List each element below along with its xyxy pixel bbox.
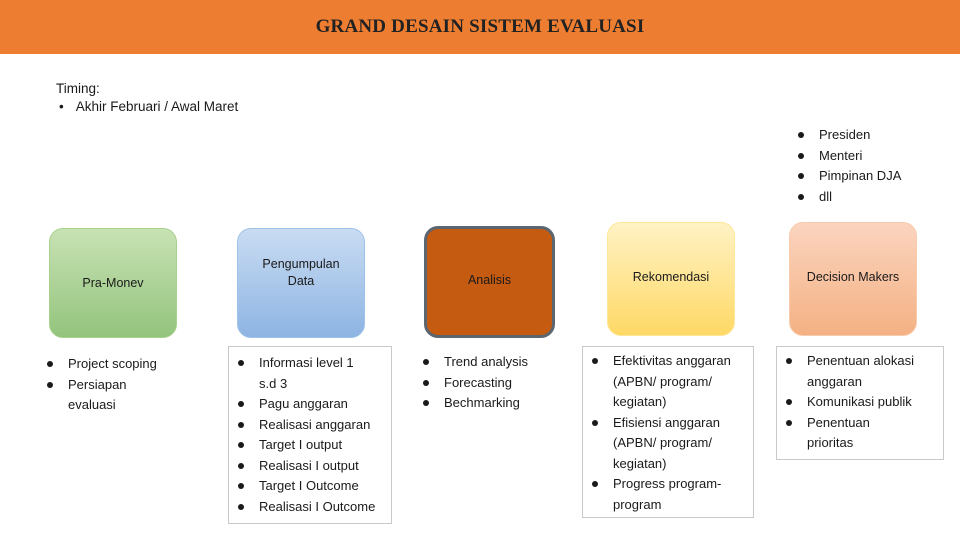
timing-label: Timing: [56,81,100,96]
timing-block [56,80,238,116]
audience-list [795,125,901,207]
stage-pra-monev [49,228,177,338]
detail-item: Penentuan prioritas [783,413,893,454]
detail-item: Informasi level 1 s.d 3 [235,353,365,394]
page-title: GRAND DESAIN SISTEM EVALUASI [315,16,645,37]
timing-value: Akhir Februari / Awal Maret [75,99,239,114]
detail-item: Forecasting [420,373,570,394]
detail-list [783,351,941,454]
stage-details-pra-monev [30,348,190,428]
stage-details-pengumpulan-data [228,346,392,524]
stage-pengumpulan-data [237,228,365,338]
stage-title: Decision Makers [806,269,900,284]
title-banner [0,0,960,54]
stage-title: Pengumpulan Data [262,257,340,288]
detail-item: Project scoping [44,354,176,375]
detail-list [420,352,570,414]
detail-list [235,353,389,517]
detail-item: Persiapan evaluasi [44,375,176,416]
stage-analisis [424,226,555,338]
detail-item: Pagu anggaran [235,394,389,415]
timing-item [56,98,238,116]
stage-details-rekomendasi [582,346,754,518]
audience-item: Menteri [795,146,901,167]
bullet-icon: • [59,99,64,114]
stage-title: Pra-Monev [82,275,144,290]
detail-item: Realisasi I Outcome [235,497,389,518]
detail-item: Komunikasi publik [783,392,941,413]
detail-item: Progress program-program [589,474,729,515]
audience-item: Pimpinan DJA [795,166,901,187]
stage-decision-makers [789,222,917,336]
detail-item: Target I output [235,435,389,456]
detail-item: Target I Outcome [235,476,389,497]
detail-list [589,351,751,515]
detail-item: Realisasi anggaran [235,415,389,436]
stage-details-analisis [414,346,574,422]
detail-item: Bechmarking [420,393,570,414]
detail-item: Realisasi I output [235,456,389,477]
stage-rekomendasi [607,222,735,336]
detail-list [44,354,176,416]
detail-item: Efisiensi anggaran (APBN/ program/ kegiatan) [589,413,751,475]
audience-item: Presiden [795,125,901,146]
detail-item: Trend analysis [420,352,570,373]
audience-item: dll [795,187,901,208]
stage-title: Rekomendasi [632,269,710,284]
detail-item: Efektivitas anggaran (APBN/ program/ kegiatan) [589,351,751,413]
detail-item: Penentuan alokasi anggaran [783,351,941,392]
stage-title: Analisis [467,272,512,287]
stage-details-decision-makers [776,346,944,460]
